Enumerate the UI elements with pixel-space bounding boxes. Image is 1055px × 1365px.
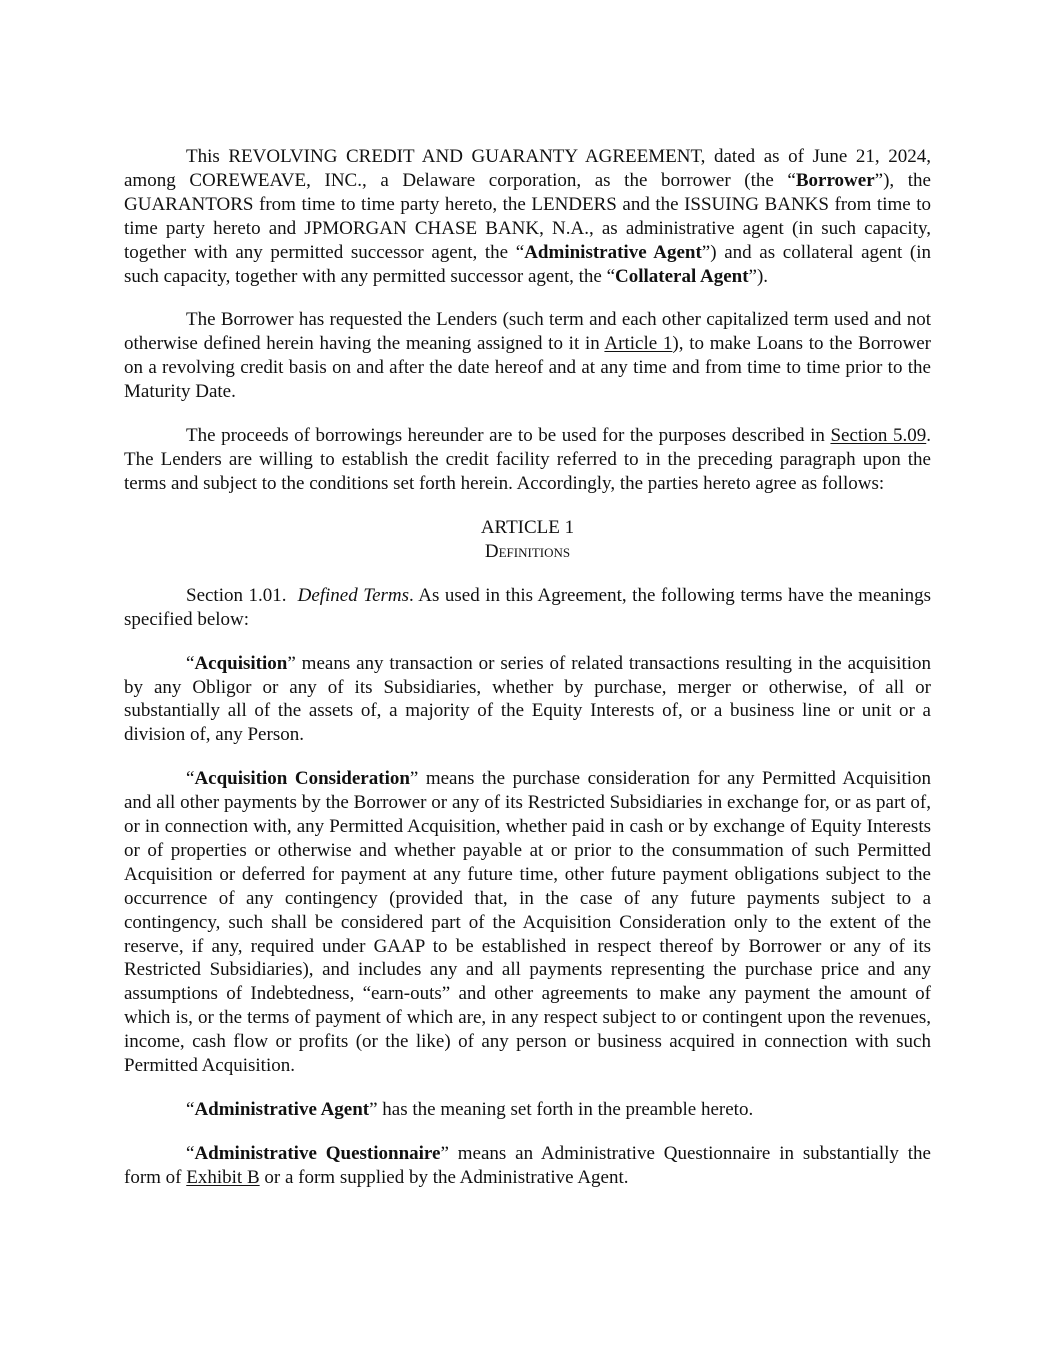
definition-administrative-agent: “Administrative Agent” has the meaning set forth in the preamble hereto.: [186, 1099, 754, 1120]
recital-text: The Borrower has requested the Lenders (such term and each other capitalized term used and not otherwise defined herein having the meaning assigned to it in: [124, 309, 931, 355]
preamble-text: ”) and as collateral agent (in such capacity, together with any permitted successor agent, the “: [124, 241, 932, 287]
recital-text: ), to make Loans to the Borrower on a revolving credit basis on and after the date hereof and at any time and from time to time prior to the Maturity Date.: [124, 333, 931, 403]
definition-administrative-questionnaire: “Administrative Questionnaire” means an Administrative Questionnaire in substantially the form of Exhibit B or a form supplied by the Administrative Agent.: [124, 1142, 931, 1188]
recital-text: . The Lenders are willing to establish the credit facility referred to in the preceding paragraph upon the terms and subject to the conditions set forth herein. Accordingly, the parties hereto agree as follows:: [124, 425, 931, 494]
definition-text: or a form supplied by the Administrative Agent.: [259, 1166, 629, 1188]
defined-term-administrative-agent: Administrative Agent: [194, 1099, 370, 1120]
article-1-reference: Article 1: [604, 333, 673, 355]
defined-term-administrative-agent: Administrative Agent: [524, 241, 702, 263]
defined-term-acquisition: Acquisition: [194, 652, 288, 674]
definition-text: ” means any transaction or series of related transactions resulting in the acquisition by any Obligor or any of its Subsidiaries, whether by purchase, merger or otherwise, of all or substantially all of the assets of, a majority of the Equity Interests of, or a business line or unit or a division of, any Person.: [124, 652, 931, 746]
defined-term-administrative-questionnaire: Administrative Questionnaire: [194, 1142, 441, 1164]
section-5-09-reference: Section 5.09: [830, 425, 927, 447]
preamble-text: This REVOLVING CREDIT AND GUARANTY AGREEMENT, dated as of June 21, 2024, among COREWEAVE, INC., a Delaware corporation, as the borrower (the “: [124, 146, 931, 191]
defined-term-collateral-agent: Collateral Agent: [615, 265, 749, 287]
recital-paragraph-2: [124, 424, 931, 496]
definition-acquisition-consideration: “Acquisition Consideration” means the purchase consideration for any Permitted Acquisition and all other payments by the Borrower or any of its Restricted Subsidiaries in exchange for, or as part of, or in connection with, any Permitted Acquisition, whether paid in cash or by exchange of Equity Interests or of properties or otherwise and whether payable at or prior to the consummation of such Permitted Acquisition or deferred for payment at any future time, other future payment obligations subject to the occurrence of any contingency (provided that, in the case of any future payments subject to a contingency, such shall be considered part of the Acquisition Consideration only to the extent of the reserve, if any, required under GAAP to be established in respect thereof by Borrower or any of its Restricted Subsidiaries), and includes any and all payments representing the purchase price and any assumptions of Indebtedness, “earn-outs” and other agreements to make any payment the amount of which is, or the terms of payment of which are, in any respect subject to or contingent upon the revenues, income, cash flow or profits (or the like) of any person or business acquired in connection with such Permitted Acquisition.: [124, 768, 932, 1077]
section-number: Section 1.01.: [186, 584, 287, 606]
preamble-text: ”), the GUARANTORS from time to time party hereto, the LENDERS and the ISSUING BANKS from time to time party hereto and JPMORGAN CHASE BANK, N.A., as administrative agent (in such capacity, together with any permitted successor agent, the “: [124, 169, 931, 263]
exhibit-b-reference: Exhibit B: [186, 1166, 260, 1188]
preamble-paragraph: [124, 145, 931, 288]
defined-term-acquisition-consideration: Acquisition Consideration: [194, 768, 410, 790]
definition-text: ” means an Administrative Questionnaire in substantially the form of: [124, 1142, 931, 1188]
preamble-text: ”).: [748, 265, 769, 287]
recital-paragraph-1: [124, 308, 931, 404]
article-subtitle: Definitions: [484, 540, 571, 562]
defined-term-borrower: Borrower: [795, 169, 875, 191]
definition-acquisition: “Acquisition” means any transaction or series of related transactions resulting in the acquisition by any Obligor or any of its Subsidiaries, whether by purchase, merger or otherwise, of all or substantially all of the assets of, a majority of the Equity Interests of, or a business line or unit or a division of, any Person.: [124, 652, 931, 746]
definition-text: ” means the purchase consideration for any Permitted Acquisition and all other payments by the Borrower or any of its Restricted Subsidiaries in exchange for, or as part of, or in connection with, any Permitted Acquisition, whether paid in cash or by exchange of Equity Interests or of properties or otherwise and whether payable at or prior to the consummation of such Permitted Acquisition or deferred for payment at any future time, other future payment obligations subject to the occurrence of any contingency (provided that, in the case of any future payments subject to a contingency, such shall be considered part of the Acquisition Consideration only to the extent of the reserve, if any, required under GAAP to be established in respect thereof by Borrower or any of its Restricted Subsidiaries), and includes any and all payments representing the purchase price and any assumptions of Indebtedness, “earn-outs” and other agreements to make any payment the amount of which is, or the terms of payment of which are, in any respect subject to or contingent upon the revenues, income, cash flow or profits (or the like) of any person or business acquired in connection with such Permitted Acquisition.: [124, 768, 932, 1077]
recital-text: The proceeds of borrowings hereunder are to be used for the purposes described in: [186, 425, 831, 447]
definition-text: ” has the meaning set forth in the preamble hereto.: [369, 1099, 754, 1120]
article-title: ARTICLE 1: [480, 516, 575, 538]
section-1-01-paragraph: [124, 584, 931, 632]
section-title: Defined Terms: [297, 584, 410, 606]
article-heading: [124, 516, 931, 564]
section-text: . As used in this Agreement, the following terms have the meanings specified below:: [124, 584, 932, 630]
